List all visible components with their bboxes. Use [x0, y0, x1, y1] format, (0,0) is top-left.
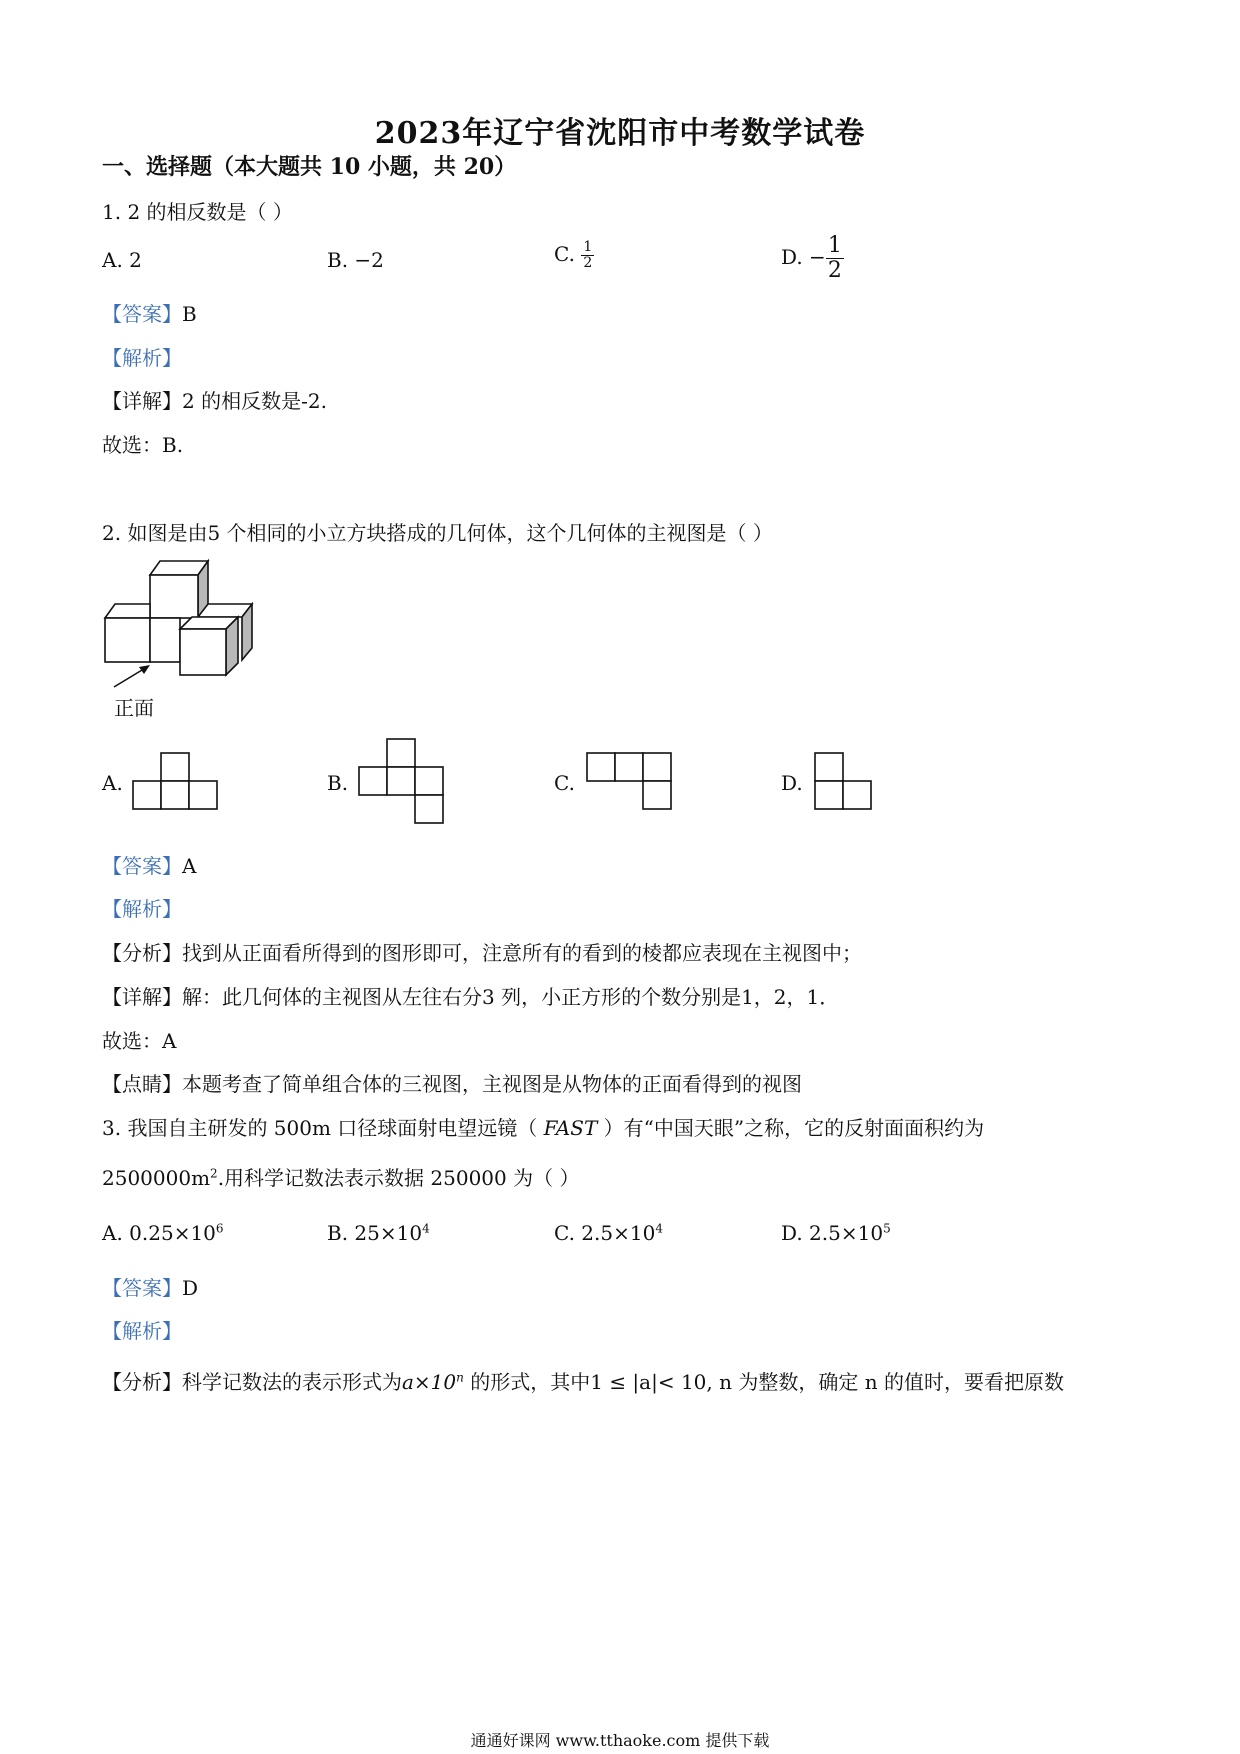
q2-option-d-figure — [814, 752, 876, 812]
q3-option-d-base: D. 2.5×10 — [781, 1221, 884, 1245]
q3-option-c — [554, 1221, 663, 1245]
q3-stem-part1: 3. 我国自主研发的 500m 口径球面射电望远镜（ — [102, 1116, 544, 1140]
q1-option-c-numerator: 1 — [583, 239, 593, 255]
q3-stem-area: 2500000m — [102, 1166, 211, 1190]
q2-cube-figure — [102, 555, 272, 680]
section-heading: 一、选择题（本大题共 10 小题，共 20） — [102, 154, 517, 180]
q1-option-b: B. −2 — [327, 248, 384, 272]
q1-option-a: A. 2 — [102, 248, 142, 272]
page-footer: 通通好课网 www.tthaoke.com 提供下载 — [470, 1731, 770, 1750]
q1-detail: 【详解】2 的相反数是-2. — [102, 389, 327, 413]
q3-option-b-base: B. 25×10 — [327, 1221, 423, 1245]
q1-option-c-denominator: 2 — [583, 255, 593, 271]
q2-option-b-label: B. — [327, 771, 349, 795]
q1-answer-tag: 【答案】 — [102, 302, 182, 326]
q1-option-c — [554, 240, 594, 271]
q2-comment: 【点睛】本题考查了简单组合体的三视图，主视图是从物体的正面看得到的视图 — [102, 1072, 802, 1096]
q1-stem: 1. 2 的相反数是（ ） — [102, 200, 293, 224]
page-title: 2023年辽宁省沈阳市中考数学试卷 — [374, 116, 866, 151]
q1-analysis-tag: 【解析】 — [102, 346, 182, 370]
q3-option-b — [327, 1221, 430, 1245]
q2-answer-value: A — [182, 854, 197, 878]
q2-answer — [102, 850, 196, 879]
q3-option-c-exp: 4 — [655, 1221, 663, 1236]
q2-choose: 故选：A — [102, 1029, 177, 1053]
q3-option-d-exp: 5 — [883, 1221, 891, 1236]
q3-stem-part2: ）有“中国天眼”之称，它的反射面面积约为 — [597, 1116, 985, 1140]
bottom-left-front-face — [105, 618, 150, 662]
q1-option-d-fraction — [826, 234, 844, 283]
q2-detail: 【详解】解：此几何体的主视图从左往右分3 列，小正方形的个数分别是1，2，1． — [102, 985, 840, 1009]
q3-option-b-exp: 4 — [422, 1221, 430, 1236]
q3-answer-value: D — [182, 1276, 199, 1300]
q3-fenxi-formula-exp: n — [456, 1370, 464, 1385]
q3-fenxi-formula: a×10 — [402, 1370, 457, 1394]
q1-option-d-denominator: 2 — [827, 258, 842, 283]
q1-option-d-label: D. — [781, 245, 803, 269]
q3-stem-fast: FAST — [543, 1116, 598, 1140]
q1-option-c-label: C. — [554, 242, 575, 266]
q2-option-a-label: A. — [102, 771, 123, 795]
top-cube-front-face — [150, 575, 198, 618]
q2-option-c-figure — [586, 752, 676, 812]
q3-stem-line1 — [102, 1112, 984, 1141]
q3-stem-part3: .用科学记数法表示数据 250000 为（ ） — [217, 1166, 580, 1190]
q3-option-d — [781, 1221, 891, 1245]
q1-option-d-numerator: 1 — [827, 233, 842, 258]
front-arrow-head — [139, 665, 150, 674]
q3-option-c-base: C. 2.5×10 — [554, 1221, 656, 1245]
q1-option-c-fraction — [581, 240, 594, 271]
q2-fenxi: 【分析】找到从正面看所得到的图形即可，注意所有的看到的棱都应表现在主视图中； — [102, 941, 862, 965]
q3-stem-line2 — [102, 1162, 579, 1191]
q2-option-d-label: D. — [781, 771, 803, 795]
q1-option-d-sign: − — [809, 245, 826, 269]
q3-fenxi-part1: 【分析】科学记数法的表示形式为 — [102, 1370, 402, 1394]
q2-option-c-label: C. — [554, 771, 575, 795]
q1-choose: 故选：B. — [102, 433, 184, 457]
front-cube-front-face — [180, 629, 226, 675]
q1-option-d — [781, 234, 844, 283]
q2-stem: 2. 如图是由5 个相同的小立方块搭成的几何体，这个几何体的主视图是（ ） — [102, 521, 773, 545]
q2-analysis-tag: 【解析】 — [102, 897, 182, 921]
q3-answer-tag: 【答案】 — [102, 1276, 182, 1300]
q3-option-a-exp: 6 — [215, 1221, 224, 1236]
q3-option-a-base: A. 0.25×10 — [102, 1221, 216, 1245]
q2-figure-label: 正面 — [114, 696, 154, 720]
q3-fenxi-part2: 的形式，其中1 ≤ |a|< 10, n 为整数，确定 n 的值时，要看把原数 — [463, 1370, 1064, 1394]
q2-answer-tag: 【答案】 — [102, 854, 182, 878]
q3-option-a — [102, 1221, 224, 1245]
q3-analysis-tag: 【解析】 — [102, 1319, 182, 1343]
q2-option-b-figure — [358, 738, 448, 828]
q3-answer — [102, 1272, 198, 1301]
q3-fenxi — [102, 1366, 1064, 1395]
q2-option-a-figure — [132, 752, 222, 812]
q1-answer — [102, 298, 197, 327]
q3-stem-area-exp: 2 — [210, 1166, 218, 1181]
bottom-left-top-face — [105, 604, 150, 618]
bottom-middle-front-face — [150, 618, 180, 662]
q1-answer-value: B — [182, 302, 197, 326]
